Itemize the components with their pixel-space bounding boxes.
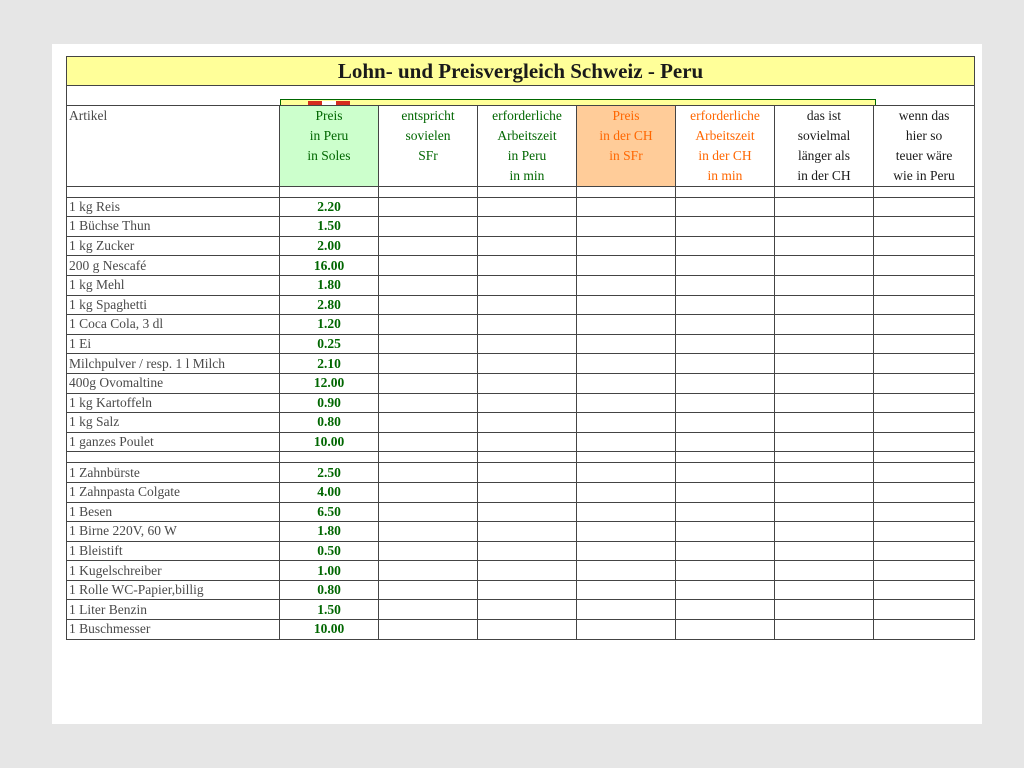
table-row: [67, 620, 975, 640]
empty-cell[interactable]: [577, 256, 676, 276]
empty-cell[interactable]: [577, 295, 676, 315]
empty-cell[interactable]: [577, 197, 676, 217]
empty-cell[interactable]: [874, 256, 975, 276]
empty-cell[interactable]: [577, 393, 676, 413]
empty-cell[interactable]: [379, 482, 478, 502]
empty-cell[interactable]: [478, 275, 577, 295]
header-ratio: das ist sovielmal länger als in der CH: [775, 105, 874, 186]
empty-cell[interactable]: [577, 561, 676, 581]
item-name: 1 ganzes Poulet: [67, 432, 280, 452]
empty-cell[interactable]: [775, 315, 874, 335]
item-name: 200 g Nescafé: [67, 256, 280, 276]
empty-cell[interactable]: [775, 217, 874, 237]
empty-cell[interactable]: [379, 600, 478, 620]
empty-cell[interactable]: [775, 482, 874, 502]
peru-hourly-value: [580, 100, 638, 105]
empty-cell[interactable]: [775, 502, 874, 522]
item-price-peru: 2.20: [280, 197, 379, 217]
empty-cell[interactable]: [874, 393, 975, 413]
empty-cell[interactable]: [775, 354, 874, 374]
item-price-peru: 1.50: [280, 600, 379, 620]
empty-cell[interactable]: [478, 502, 577, 522]
empty-cell[interactable]: [577, 502, 676, 522]
empty-cell[interactable]: [379, 580, 478, 600]
item-name: 400g Ovomaltine: [67, 373, 280, 393]
empty-cell[interactable]: [577, 373, 676, 393]
empty-cell[interactable]: [775, 561, 874, 581]
empty-cell[interactable]: [478, 600, 577, 620]
empty-cell[interactable]: [577, 600, 676, 620]
empty-cell[interactable]: [577, 217, 676, 237]
empty-cell[interactable]: [379, 393, 478, 413]
empty-cell[interactable]: [676, 522, 775, 542]
empty-cell[interactable]: [478, 541, 577, 561]
empty-cell[interactable]: [478, 463, 577, 483]
table-row: [67, 315, 975, 335]
empty-cell[interactable]: [676, 541, 775, 561]
empty-cell[interactable]: [874, 334, 975, 354]
item-name: 1 kg Spaghetti: [67, 295, 280, 315]
peru-hourly-label: [481, 100, 556, 105]
peru-wage-bar: [280, 99, 876, 105]
empty-cell[interactable]: [874, 580, 975, 600]
table-row: [67, 236, 975, 256]
empty-cell[interactable]: [379, 522, 478, 542]
item-name: 1 Liter Benzin: [67, 600, 280, 620]
empty-cell[interactable]: [874, 482, 975, 502]
empty-cell[interactable]: [874, 217, 975, 237]
empty-cell[interactable]: [478, 354, 577, 374]
item-price-peru: 1.20: [280, 315, 379, 335]
empty-cell[interactable]: [775, 393, 874, 413]
empty-cell[interactable]: [478, 217, 577, 237]
item-name: 1 kg Zucker: [67, 236, 280, 256]
empty-cell[interactable]: [379, 432, 478, 452]
header-price-peru: Preis in Peru in Soles: [280, 105, 379, 186]
empty-cell[interactable]: [577, 541, 676, 561]
empty-cell[interactable]: [874, 413, 975, 433]
empty-cell[interactable]: [874, 315, 975, 335]
item-name: 1 Birne 220V, 60 W: [67, 522, 280, 542]
empty-cell[interactable]: [379, 217, 478, 237]
empty-cell[interactable]: [676, 197, 775, 217]
empty-cell[interactable]: [676, 502, 775, 522]
empty-cell[interactable]: [676, 256, 775, 276]
empty-cell[interactable]: [478, 580, 577, 600]
empty-cell[interactable]: [379, 354, 478, 374]
table-row: [67, 432, 975, 452]
item-name: 1 Coca Cola, 3 dl: [67, 315, 280, 335]
item-price-peru: 1.80: [280, 522, 379, 542]
item-price-peru: 0.90: [280, 393, 379, 413]
item-price-peru: 10.00: [280, 432, 379, 452]
table-row: [67, 463, 975, 483]
table-row: [67, 197, 975, 217]
empty-cell[interactable]: [478, 561, 577, 581]
header-equivalent-sfr: entspricht sovielen SFr: [379, 105, 478, 186]
empty-cell[interactable]: [379, 463, 478, 483]
empty-cell[interactable]: [379, 413, 478, 433]
item-price-peru: 1.00: [280, 561, 379, 581]
item-price-peru: 2.80: [280, 295, 379, 315]
empty-cell[interactable]: [577, 482, 676, 502]
table-row: [67, 580, 975, 600]
table-row: [67, 541, 975, 561]
item-name: 1 kg Mehl: [67, 275, 280, 295]
empty-cell[interactable]: [775, 413, 874, 433]
item-name: 1 Ei: [67, 334, 280, 354]
table-row: [67, 334, 975, 354]
empty-cell[interactable]: [379, 502, 478, 522]
empty-cell[interactable]: [379, 334, 478, 354]
empty-cell[interactable]: [577, 620, 676, 640]
empty-cell[interactable]: [676, 413, 775, 433]
empty-cell[interactable]: [874, 502, 975, 522]
empty-cell[interactable]: [775, 541, 874, 561]
empty-cell[interactable]: [478, 236, 577, 256]
item-price-peru: 0.80: [280, 413, 379, 433]
table-row: [67, 413, 975, 433]
table-row: [67, 295, 975, 315]
empty-cell[interactable]: [676, 432, 775, 452]
item-price-peru: 1.50: [280, 217, 379, 237]
empty-cell[interactable]: [379, 236, 478, 256]
empty-cell[interactable]: [379, 315, 478, 335]
empty-cell[interactable]: [379, 275, 478, 295]
empty-cell[interactable]: [478, 482, 577, 502]
table-row: [67, 275, 975, 295]
table-row: [67, 502, 975, 522]
empty-cell[interactable]: [676, 482, 775, 502]
empty-cell[interactable]: [379, 373, 478, 393]
empty-cell[interactable]: [775, 522, 874, 542]
empty-cell[interactable]: [478, 256, 577, 276]
empty-cell[interactable]: [577, 354, 676, 374]
column-header-row: [67, 105, 975, 186]
empty-cell[interactable]: [577, 275, 676, 295]
empty-cell[interactable]: [874, 541, 975, 561]
empty-cell[interactable]: [676, 561, 775, 581]
empty-cell[interactable]: [478, 432, 577, 452]
item-price-peru: 10.00: [280, 620, 379, 640]
empty-cell[interactable]: [874, 354, 975, 374]
spacer-row: [67, 452, 975, 463]
empty-cell[interactable]: [577, 522, 676, 542]
item-name: 1 Zahnbürste: [67, 463, 280, 483]
table-row: [67, 482, 975, 502]
empty-cell[interactable]: [676, 334, 775, 354]
empty-cell[interactable]: [775, 334, 874, 354]
empty-cell[interactable]: [676, 463, 775, 483]
item-name: 1 Rolle WC-Papier,billig: [67, 580, 280, 600]
empty-cell[interactable]: [874, 197, 975, 217]
empty-cell[interactable]: [379, 620, 478, 640]
peru-minute-value: [778, 100, 843, 105]
empty-cell[interactable]: [478, 413, 577, 433]
empty-cell[interactable]: [577, 315, 676, 335]
item-name: 1 Kugelschreiber: [67, 561, 280, 581]
empty-cell[interactable]: [676, 217, 775, 237]
empty-cell[interactable]: [478, 334, 577, 354]
empty-cell[interactable]: [775, 256, 874, 276]
empty-cell[interactable]: [775, 373, 874, 393]
wage-info-cell: [67, 86, 975, 106]
item-name: Milchpulver / resp. 1 l Milch: [67, 354, 280, 374]
empty-cell[interactable]: [874, 373, 975, 393]
item-price-peru: 2.10: [280, 354, 379, 374]
empty-cell[interactable]: [874, 275, 975, 295]
item-price-peru: 6.50: [280, 502, 379, 522]
spacer-row: [67, 186, 975, 197]
empty-cell[interactable]: [874, 236, 975, 256]
empty-cell[interactable]: [478, 373, 577, 393]
item-name: 1 Bleistift: [67, 541, 280, 561]
empty-cell[interactable]: [874, 561, 975, 581]
item-price-peru: 16.00: [280, 256, 379, 276]
empty-cell[interactable]: [874, 463, 975, 483]
header-artikel: Artikel: [67, 105, 280, 186]
empty-cell[interactable]: [676, 295, 775, 315]
empty-cell[interactable]: [874, 522, 975, 542]
table-row: [67, 256, 975, 276]
empty-cell[interactable]: [478, 620, 577, 640]
empty-cell[interactable]: [775, 600, 874, 620]
empty-cell[interactable]: [577, 236, 676, 256]
empty-cell[interactable]: [478, 393, 577, 413]
peru-flag-icon: [308, 101, 350, 105]
empty-cell[interactable]: [676, 315, 775, 335]
item-price-peru: 0.80: [280, 580, 379, 600]
item-name: 1 kg Salz: [67, 413, 280, 433]
empty-cell[interactable]: [577, 580, 676, 600]
price-comparison-table: [66, 56, 975, 640]
item-name: 1 Büchse Thun: [67, 217, 280, 237]
item-name: 1 kg Kartoffeln: [67, 393, 280, 413]
peru-minute-label: [679, 100, 755, 105]
item-price-peru: 12.00: [280, 373, 379, 393]
empty-cell[interactable]: [676, 354, 775, 374]
empty-cell[interactable]: [676, 275, 775, 295]
item-price-peru: 2.50: [280, 463, 379, 483]
table-row: [67, 217, 975, 237]
table-row: [67, 522, 975, 542]
empty-cell[interactable]: [478, 197, 577, 217]
table-row: [67, 373, 975, 393]
empty-cell[interactable]: [577, 413, 676, 433]
item-name: 1 Besen: [67, 502, 280, 522]
empty-cell[interactable]: [775, 236, 874, 256]
item-price-peru: 4.00: [280, 482, 379, 502]
empty-cell[interactable]: [874, 295, 975, 315]
empty-cell[interactable]: [775, 295, 874, 315]
empty-cell[interactable]: [874, 600, 975, 620]
header-worktime-ch: erforderliche Arbeitszeit in der CH in min: [676, 105, 775, 186]
empty-cell[interactable]: [379, 295, 478, 315]
empty-cell[interactable]: [775, 620, 874, 640]
item-price-peru: 1.80: [280, 275, 379, 295]
empty-cell[interactable]: [676, 373, 775, 393]
empty-cell[interactable]: [676, 600, 775, 620]
empty-cell[interactable]: [478, 295, 577, 315]
item-price-peru: 0.25: [280, 334, 379, 354]
empty-cell[interactable]: [775, 463, 874, 483]
item-name: 1 Buschmesser: [67, 620, 280, 640]
empty-cell[interactable]: [379, 541, 478, 561]
table-row: [67, 600, 975, 620]
empty-cell[interactable]: [676, 236, 775, 256]
empty-cell[interactable]: [874, 432, 975, 452]
header-price-ch: Preis in der CH in SFr: [577, 105, 676, 186]
empty-cell[interactable]: [577, 334, 676, 354]
header-worktime-peru: erforderliche Arbeitszeit in Peru in min: [478, 105, 577, 186]
item-price-peru: 0.50: [280, 541, 379, 561]
empty-cell[interactable]: [379, 197, 478, 217]
empty-cell[interactable]: [775, 580, 874, 600]
table-title: Lohn- und Preisvergleich Schweiz - Peru: [67, 57, 975, 86]
item-price-peru: 2.00: [280, 236, 379, 256]
table-row: [67, 561, 975, 581]
empty-cell[interactable]: [379, 561, 478, 581]
table-row: [67, 393, 975, 413]
item-name: 1 kg Reis: [67, 197, 280, 217]
empty-cell[interactable]: [676, 393, 775, 413]
empty-cell[interactable]: [775, 275, 874, 295]
header-if-expensive: wenn das hier so teuer wäre wie in Peru: [874, 105, 975, 186]
empty-cell[interactable]: [676, 580, 775, 600]
empty-cell[interactable]: [577, 463, 676, 483]
empty-cell[interactable]: [874, 620, 975, 640]
empty-cell[interactable]: [676, 620, 775, 640]
empty-cell[interactable]: [577, 432, 676, 452]
item-name: 1 Zahnpasta Colgate: [67, 482, 280, 502]
peru-label: [382, 100, 412, 105]
empty-cell[interactable]: [478, 522, 577, 542]
empty-cell[interactable]: [775, 197, 874, 217]
empty-cell[interactable]: [478, 315, 577, 335]
empty-cell[interactable]: [379, 256, 478, 276]
table-row: [67, 354, 975, 374]
empty-cell[interactable]: [775, 432, 874, 452]
